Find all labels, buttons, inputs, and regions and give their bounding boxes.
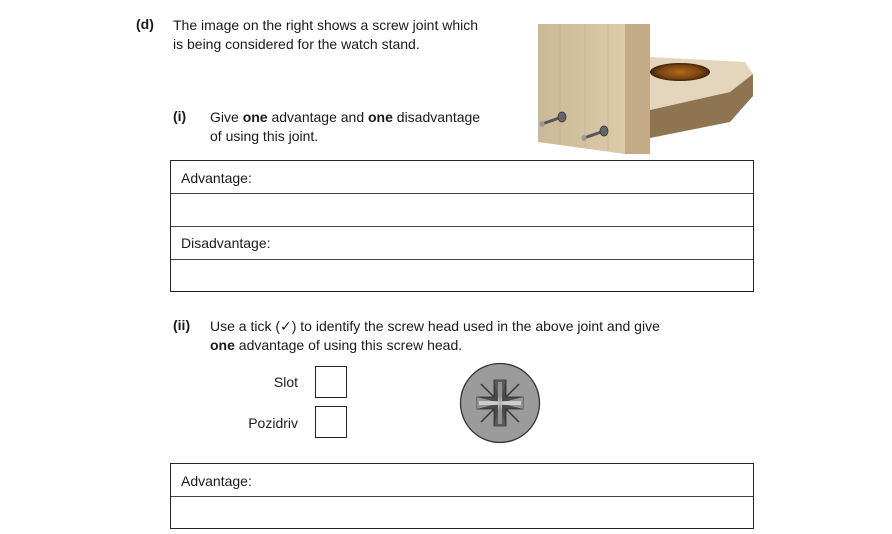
answer-table-1 [170, 160, 754, 292]
pozidriv-tick-box[interactable] [315, 406, 347, 438]
disadvantage-answer-field[interactable] [171, 259, 753, 293]
pozidriv-screw-head-icon [459, 362, 541, 447]
watch-hole [650, 63, 710, 81]
disadvantage-label: Disadvantage: [181, 235, 271, 251]
pozidriv-label: Pozidriv [248, 415, 298, 431]
slot-label: Slot [273, 374, 298, 390]
question-d-line-1: The image on the right shows a screw joint which [173, 17, 479, 33]
question-d-line-2: is being considered for the watch stand. [173, 36, 420, 52]
disadvantage-row [171, 226, 753, 259]
advantage-answer-field-2[interactable] [171, 496, 753, 530]
question-i-line-2: of using this joint. [210, 128, 319, 144]
question-ii-label: (ii) [173, 317, 191, 333]
question-i-text [210, 108, 530, 146]
advantage-label-2: Advantage: [181, 473, 252, 489]
question-d-label: (d) [136, 16, 154, 32]
advantage-answer-field-1[interactable] [171, 193, 753, 226]
question-ii-text [210, 317, 730, 355]
question-i-label: (i) [173, 108, 187, 124]
question-ii-line-2: one advantage of using this screw head. [210, 337, 463, 353]
question-ii-line-1: Use a tick (✓) to identify the screw head used in the above joint and give [210, 318, 660, 334]
question-d-text [173, 16, 513, 54]
slot-tick-box[interactable] [315, 366, 347, 398]
question-i-line-1: Give one advantage and one disadvantage [210, 109, 481, 125]
advantage-label-1: Advantage: [181, 170, 252, 186]
screw-joint-illustration [530, 14, 755, 162]
answer-table-2 [170, 463, 754, 529]
